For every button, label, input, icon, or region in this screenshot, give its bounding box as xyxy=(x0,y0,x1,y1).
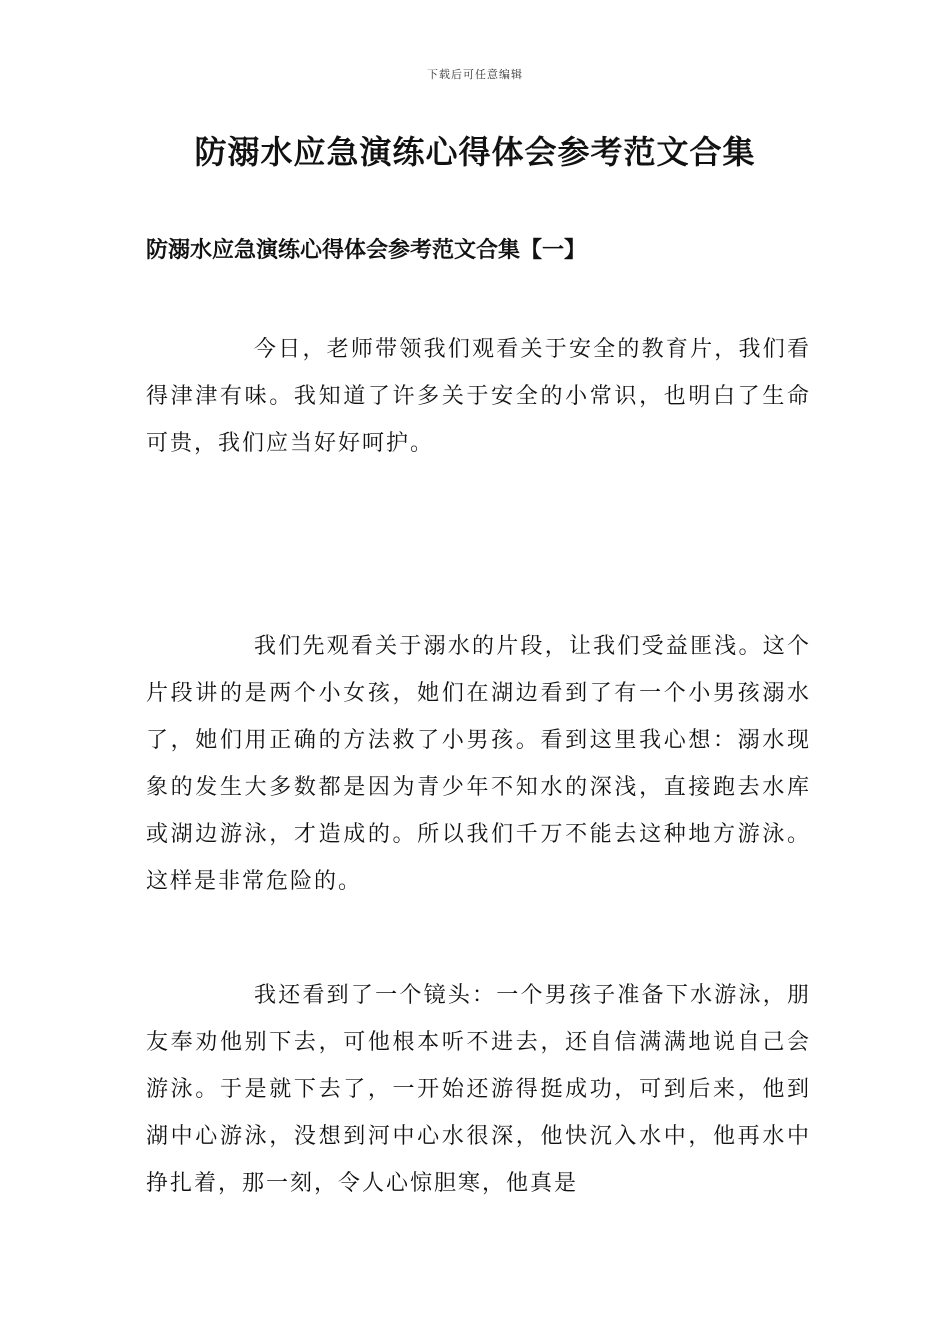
document-title: 防溺水应急演练心得体会参考范文合集 xyxy=(194,133,756,171)
section-heading: 防溺水应急演练心得体会参考范文合集【一】 xyxy=(146,237,587,263)
paragraph-2: 我们先观看关于溺水的片段，让我们受益匪浅。这个片段讲的是两个小女孩，她们在湖边看到了有一个小男孩溺水了，她们用正确的方法救了小男孩。看到这里我心想：溺水现象的发生大多数都是因为青少年不知水的深浅，直接跑去水库或湖边游泳，才造成的。所以我们千万不能去这种地方游泳。这样是非常危险的。 xyxy=(146,634,811,894)
paragraph-1: 今日，老师带领我们观看关于安全的教育片，我们看得津津有味。我知道了许多关于安全的小常识，也明白了生命可贵，我们应当好好呵护。 xyxy=(146,337,811,456)
paragraph-3: 我还看到了一个镜头：一个男孩子准备下水游泳，朋友奉劝他别下去，可他根本听不进去，还自信满满地说自己会游泳。于是就下去了，一开始还游得挺成功，可到后来，他到湖中心游泳，没想到河中心水很深，他快沉入水中，他再水中挣扎着，那一刻，令人心惊胆寒，他真是 xyxy=(146,983,811,1196)
header-note: 下载后可任意编辑 xyxy=(427,68,523,81)
